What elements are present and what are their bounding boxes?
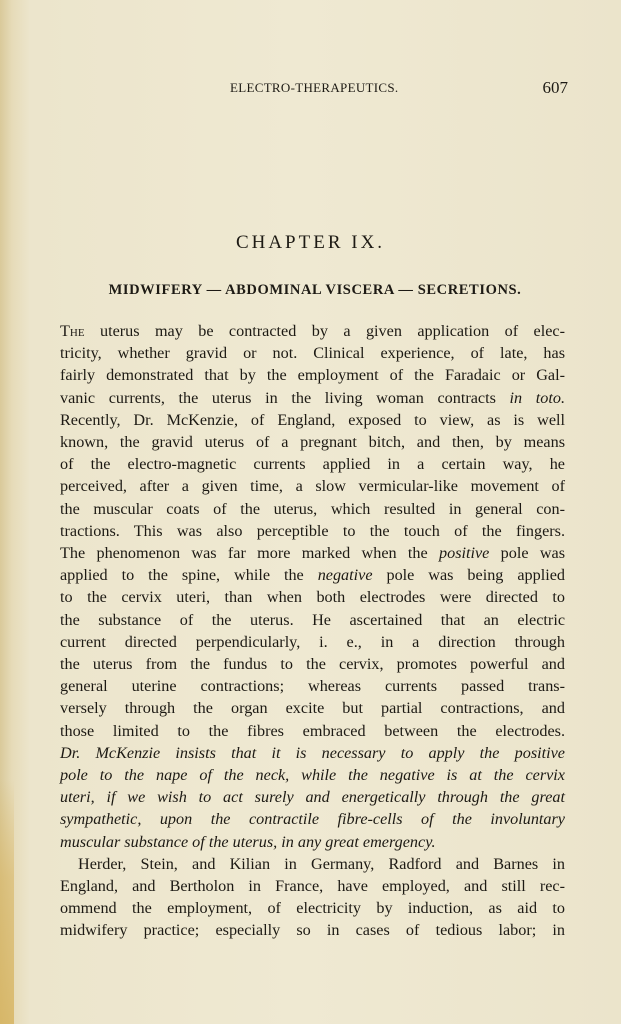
line-text: those limited to the fibres embraced between the electrodes.: [60, 721, 565, 740]
italic-text: in toto.: [509, 388, 565, 407]
text-line: [60, 764, 565, 786]
lead-word: The: [60, 322, 85, 340]
text-line: [60, 808, 565, 830]
line-text: the muscular coats of the uterus, which resulted in general con-: [60, 499, 565, 518]
italic-text: pole to the nape of the neck, while the negative is at the cervix: [60, 766, 565, 785]
line-text: the uterus from the fundus to the cervix, promotes powerful and: [60, 655, 565, 674]
line-text-after: pole was being applied: [372, 566, 565, 585]
text-line: [60, 364, 565, 386]
text-line: [60, 875, 565, 897]
italic-text: sympathetic, upon the contractile fibre-cells of the involuntary: [60, 810, 565, 829]
line-text: tractions. This was also perceptible to the touch of the fingers.: [60, 521, 565, 540]
italic-text: muscular substance of the uterus, in any great emergency.: [60, 832, 436, 851]
text-line: [60, 720, 565, 742]
line-text: known, the gravid uterus of a pregnant bitch, and then, by means: [60, 433, 565, 452]
line-text: The phenomenon was far more marked when the: [60, 544, 439, 563]
line-text: uterus may be contracted by a given application of elec-: [84, 322, 565, 340]
line-text: current directed perpendicularly, i. e., in a direction through: [60, 632, 565, 651]
text-line: [60, 387, 565, 409]
line-text: versely through the organ excite but partial contractions, and: [60, 699, 565, 718]
text-line: [60, 520, 565, 542]
text-line: [60, 653, 565, 675]
running-title: ELECTRO-THERAPEUTICS.: [230, 80, 399, 95]
line-text: tricity, whether gravid or not. Clinical experience, of late, has: [60, 344, 565, 363]
text-line: [60, 342, 565, 364]
line-text: perceived, after a given time, a slow vermicular-like movement of: [60, 477, 565, 496]
text-line: [60, 853, 565, 875]
text-line: [60, 897, 565, 919]
line-text-after: pole was: [489, 544, 566, 563]
italic-text: negative: [317, 566, 373, 585]
line-text: vanic currents, the uterus in the living woman contracts: [60, 388, 510, 407]
text-line: [60, 831, 565, 853]
body-text: [60, 320, 565, 942]
line-text: general uterine contractions; whereas currents passed trans-: [60, 677, 565, 696]
italic-text: Dr. McKenzie insists that it is necessary to apply the positive: [60, 743, 565, 762]
text-line: [60, 498, 565, 520]
line-text: of the electro-magnetic currents applied in a certain way, he: [60, 455, 565, 474]
page-number: 607: [542, 78, 568, 97]
text-line: [60, 564, 565, 586]
line-text: fairly demonstrated that by the employment of the Faradaic or Gal-: [60, 366, 565, 385]
text-line: [60, 542, 565, 564]
line-text: the substance of the uterus. He ascertained that an electric: [60, 610, 565, 629]
line-text: ommend the employment, of electricity by induction, as aid to: [60, 899, 565, 918]
text-line: [60, 697, 565, 719]
chapter-title: CHAPTER IX.: [235, 232, 386, 253]
line-text: England, and Bertholon in France, have employed, and still rec-: [60, 877, 565, 896]
text-line: [60, 320, 565, 342]
text-line: [60, 475, 565, 497]
text-line: [60, 609, 565, 631]
italic-text: positive: [439, 544, 490, 563]
running-head: [60, 78, 568, 100]
text-line: [60, 919, 565, 941]
line-text: midwifery practice; especially so in cases of tedious labor; in: [60, 921, 565, 940]
line-text: Herder, Stein, and Kilian in Germany, Radford and Barnes in: [78, 854, 565, 873]
text-line: [60, 409, 565, 431]
text-line: [60, 431, 565, 453]
text-line: [60, 742, 565, 764]
italic-text: uteri, if we wish to act surely and energetically through the great: [60, 788, 565, 807]
text-line: [60, 786, 565, 808]
text-line: [60, 586, 565, 608]
line-text: Recently, Dr. McKenzie, of England, exposed to view, as is well: [60, 410, 565, 429]
line-text: applied to the spine, while the: [60, 566, 318, 585]
text-line: [60, 631, 565, 653]
line-text: to the cervix uteri, than when both electrodes were directed to: [60, 588, 565, 607]
text-line: [60, 453, 565, 475]
text-line: [60, 675, 565, 697]
chapter-subtitle: MIDWIFERY — ABDOMINAL VISCERA — SECRETIONS.: [108, 282, 522, 298]
